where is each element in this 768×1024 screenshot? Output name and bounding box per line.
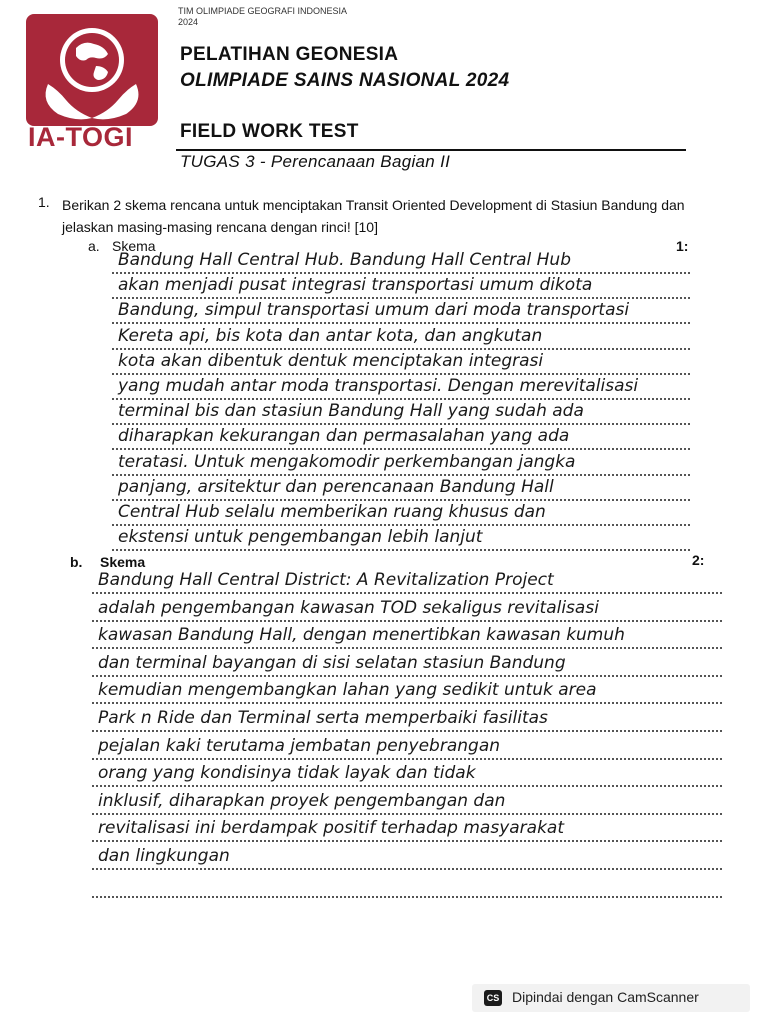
camscanner-watermark bbox=[472, 984, 750, 1012]
handwritten-line: adalah pengembangan kawasan TOD sekaligus revitalisasi bbox=[98, 597, 599, 618]
answer-line-dots bbox=[92, 702, 722, 704]
answer-line-dots bbox=[112, 272, 690, 274]
answer-line-dots bbox=[112, 474, 690, 476]
handwritten-line: dan lingkungan bbox=[98, 846, 230, 866]
handwritten-line: terminal bis dan stasiun Bandung Hall yang sudah ada bbox=[118, 401, 584, 422]
handwritten-line: teratasi. Untuk mengakomodir perkembangan jangka bbox=[118, 451, 576, 472]
answer-b-label: Skema bbox=[100, 554, 146, 570]
answer-line-dots bbox=[112, 448, 690, 450]
handwritten-line: Central Hub selalu memberikan ruang khusus dan bbox=[118, 502, 546, 522]
handwritten-line: kota akan dibentuk dentuk menciptakan integrasi bbox=[118, 350, 544, 371]
handwritten-line: diharapkan kekurangan dan permasalahan yang ada bbox=[118, 426, 570, 447]
answer-b-marker: b. bbox=[70, 554, 83, 570]
answer-line-dots bbox=[92, 785, 722, 787]
answer-line-dots bbox=[92, 896, 722, 898]
task-title: TUGAS 3 - Perencanaan Bagian II bbox=[180, 152, 451, 171]
logo-text: IA-TOGI bbox=[28, 122, 134, 152]
answer-line-dots bbox=[92, 868, 722, 870]
answer-line-dots bbox=[112, 348, 690, 350]
answer-line-dots bbox=[112, 524, 690, 526]
answer-line-dots bbox=[92, 813, 722, 815]
answer-a-marker: a. bbox=[88, 238, 100, 254]
answer-line-dots bbox=[112, 499, 690, 501]
camscanner-icon: CS bbox=[484, 990, 502, 1006]
answer-line-dots bbox=[92, 840, 722, 842]
page-subtitle: OLIMPIADE SAINS NASIONAL 2024 bbox=[180, 70, 510, 91]
answer-b-score: 2: bbox=[692, 552, 705, 568]
handwritten-line: ekstensi untuk pengembangan lebih lanjut bbox=[118, 527, 483, 548]
handwritten-line: Bandung Hall Central Hub. Bandung Hall Central Hub bbox=[118, 250, 571, 270]
answer-a-label: Skema bbox=[112, 238, 156, 254]
answer-line-dots bbox=[92, 675, 722, 677]
organization-name: TIM OLIMPIADE GEOGRAFI INDONESIA bbox=[178, 6, 348, 16]
handwritten-line: Kereta api, bis kota dan antar kota, dan angkutan bbox=[118, 325, 543, 346]
handwritten-line: akan menjadi pusat integrasi transportasi umum dikota bbox=[118, 275, 593, 296]
answer-line-dots bbox=[92, 592, 722, 594]
answer-line-dots bbox=[112, 322, 690, 324]
handwritten-line: yang mudah antar moda transportasi. Dengan merevitalisasi bbox=[118, 376, 639, 396]
answer-line-dots bbox=[92, 620, 722, 622]
answer-line-dots bbox=[92, 758, 722, 760]
answer-line-dots bbox=[112, 398, 690, 400]
answer-a-score: 1: bbox=[676, 238, 689, 254]
answer-line-dots bbox=[112, 423, 690, 425]
answer-line-dots bbox=[112, 373, 690, 375]
camscanner-text: Dipindai dengan CamScanner bbox=[512, 989, 699, 1005]
organization-year: 2024 bbox=[178, 17, 199, 27]
handwritten-line: Bandung Hall Central District: A Revitalization Project bbox=[98, 570, 554, 590]
answer-line-dots bbox=[112, 549, 690, 551]
handwritten-line: panjang, arsitektur dan perencanaan Bandung Hall bbox=[118, 476, 554, 497]
answer-line-dots bbox=[92, 730, 722, 732]
test-title: FIELD WORK TEST bbox=[180, 121, 359, 142]
answer-line-dots bbox=[112, 297, 690, 299]
handwritten-line: Park n Ride dan Terminal serta memperbaiki fasilitas bbox=[98, 708, 548, 728]
title-divider bbox=[176, 149, 686, 151]
handwritten-line: pejalan kaki terutama jembatan penyebrangan bbox=[98, 735, 501, 756]
handwritten-line: Bandung, simpul transportasi umum dari moda transportasi bbox=[118, 300, 630, 321]
organization-line bbox=[178, 6, 347, 28]
handwritten-line: kemudian mengembangkan lahan yang sedikit untuk area bbox=[98, 680, 597, 701]
answer-line-dots bbox=[92, 647, 722, 649]
handwritten-line: revitalisasi ini berdampak positif terhadap masyarakat bbox=[98, 818, 565, 839]
question-text: Berikan 2 skema rencana untuk menciptakan Transit Oriented Development di Stasiun Bandung dan jelaskan masing-masing rencana dengan rinci! [10] bbox=[62, 197, 685, 235]
handwritten-line: kawasan Bandung Hall, dengan menertibkan kawasan kumuh bbox=[98, 625, 625, 646]
handwritten-line: inklusif, diharapkan proyek pengembangan dan bbox=[98, 790, 506, 811]
page-title: PELATIHAN GEONESIA bbox=[180, 44, 399, 65]
question-number: 1. bbox=[38, 194, 50, 210]
handwritten-line: orang yang kondisinya tidak layak dan tidak bbox=[98, 763, 476, 784]
handwritten-line: dan terminal bayangan di sisi selatan stasiun Bandung bbox=[98, 652, 566, 673]
